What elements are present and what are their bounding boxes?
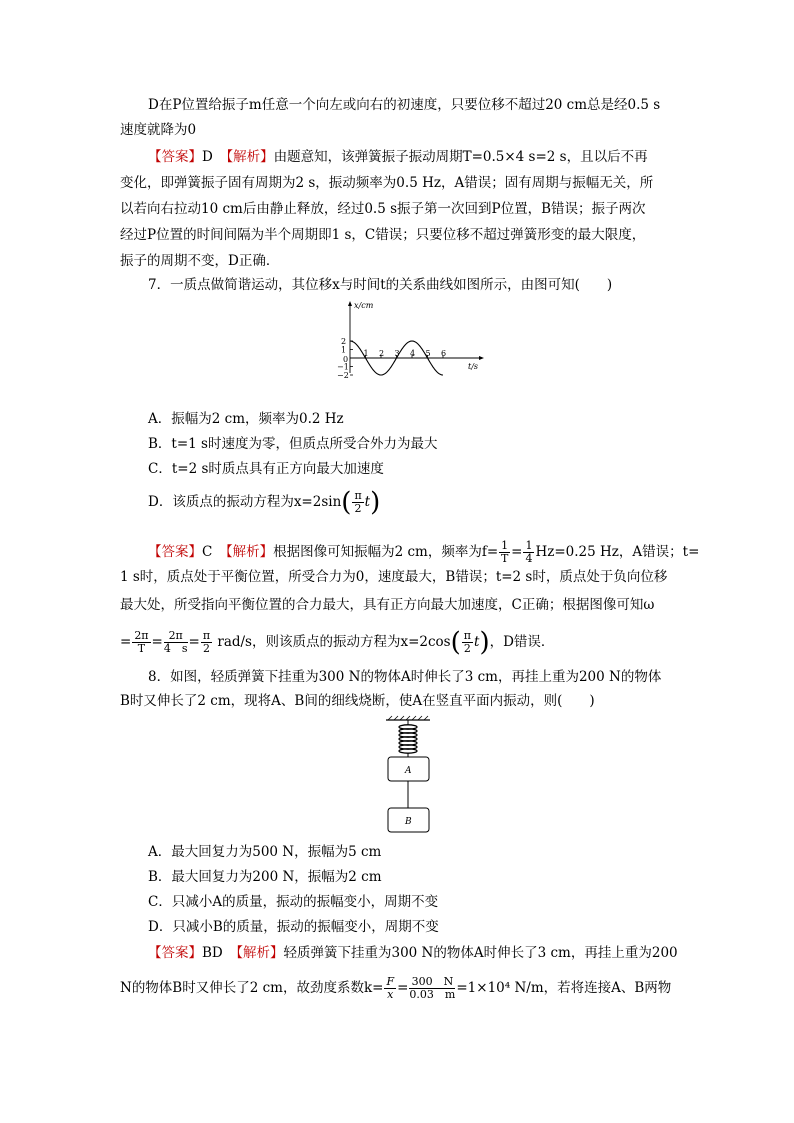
analysis-tag: 【解析】 <box>225 544 274 560</box>
q8-analysis-line2: N的物体B时又伸长了2 cm，故劲度系数k= $\frac{F}{x}$ = $\frac{300 N}{0.03 m}$ =1×10⁴ N/m，若将连接A、B两物 <box>120 975 672 1001</box>
fraction: $\frac{\pi}{2}$ <box>202 629 211 655</box>
q7-analysis-line2: 1 s时，质点处于平衡位置，所受合力为0，速度最大，B错误；t=2 s时，质点处于负向位移 <box>120 569 668 585</box>
fraction: $\frac{F}{x}$ <box>386 975 395 1001</box>
q6-analysis-line4: 经过P位置的时间间隔为半个周期即1 s，C错误；只要位移不超过弹簧形变的最大限度， <box>120 227 646 243</box>
spring <box>399 725 417 753</box>
y-tick-label: 2 <box>341 337 347 346</box>
x-axis-label: t/s <box>468 362 479 371</box>
answer-tag: 【答案】 <box>148 945 202 961</box>
fraction: $\frac{1}{T}$ <box>500 539 509 565</box>
analysis-tag: 【解析】 <box>226 149 274 165</box>
q8-option-c: C．只减小A的质量，振动的振幅变小，周期不变 <box>148 894 439 910</box>
fraction: $\frac{300 N}{0.03 m}$ <box>409 975 456 1001</box>
q6-option-d-line1: D在P位置给振子m任意一个向左或向右的初速度，只要位移不超过20 cm总是经0.5 s <box>148 97 661 113</box>
q8-answer-line: 【答案】BD 【解析】轻质弹簧下挂重为300 N的物体A时伸长了3 cm，再挂上重为200 <box>148 945 678 961</box>
q7-answer-line: 【答案】C 【解析】根据图像可知振幅为2 cm，频率为f= $\frac{1}{T}$ = $\frac{1}{4}$ Hz=0.25 Hz，A错误；t= <box>148 539 700 565</box>
origin-label: 0 <box>343 355 349 364</box>
block-a-label: A <box>405 766 412 776</box>
y-axis-label: x/cm <box>354 301 374 310</box>
fraction: $\frac{2\pi}{T}$ <box>134 629 149 655</box>
x-tick-label: 3 <box>394 349 400 358</box>
q6-option-d-line2: 速度就降为0 <box>120 122 197 138</box>
fraction: $\frac{\pi}{2}$ <box>354 489 362 515</box>
answer-value: BD <box>202 945 223 961</box>
q8-option-d: D．只减小B的质量，振动的振幅变小，周期不变 <box>148 919 439 935</box>
q7-analysis-line4: = $\frac{2\pi}{T}$ = $\frac{2\pi}{4 s}$ = $\frac{\pi}{2}$ rad/s，则该质点的振动方程为x=2cos( $\frac{\pi}{2}$ t)，D错误． <box>120 627 555 658</box>
q7-option-c: C．t=2 s时质点具有正方向最大加速度 <box>148 461 384 477</box>
analysis-tag: 【解析】 <box>236 945 284 961</box>
q8-stem-line2: B时又伸长了2 cm，现将A、B间的细线烧断，使A在竖直平面内振动，则( ) <box>120 693 595 709</box>
y-tick-label: −1 <box>337 362 349 372</box>
q6-answer-line <box>148 148 648 166</box>
block-b-label: B <box>405 817 412 827</box>
q6-analysis-line2: 变化，即弹簧振子固有周期为2 s，振动频率为0.5 Hz，A错误；固有周期与振幅无关，所 <box>120 175 654 191</box>
answer-tag: 【答案】 <box>148 544 202 560</box>
x-tick-label: 1 <box>363 349 369 358</box>
fraction: $\frac{2\pi}{4 s}$ <box>163 629 188 655</box>
fraction: $\frac{1}{4}$ <box>525 539 533 565</box>
answer-tag: 【答案】 <box>148 149 202 165</box>
q8-stem-line1: 8．如图，轻质弹簧下挂重为300 N的物体A时伸长了3 cm，再挂上重为200 N的物体 <box>148 669 662 685</box>
q6-analysis-line3: 以若向右拉动10 cm后由静止释放，经过0.5 s振子第一次回到P位置，B错误；振子两次 <box>120 201 646 217</box>
q8-spring-diagram <box>378 716 438 836</box>
x-tick-label: 5 <box>425 349 431 358</box>
q8-option-b: B．最大回复力为200 N，振幅为2 cm <box>148 869 382 885</box>
q7-stem: 7．一质点做简谐运动，其位移x与时间t的关系曲线如图所示，由图可知( ) <box>148 277 613 293</box>
q7-option-d: D．该质点的振动方程为x=2sin( $\frac{\pi}{2}$ t) <box>148 487 381 518</box>
x-tick-label: 2 <box>379 349 385 358</box>
q8-option-a: A．最大回复力为500 N，振幅为5 cm <box>148 844 382 860</box>
x-tick-label: 6 <box>441 349 447 358</box>
q6-analysis-line5: 振子的周期不变，D正确． <box>120 253 280 269</box>
analysis-text: 由题意知，该弹簧振子振动周期T=0.5×4 s=2 s，且以后不再 <box>273 149 648 165</box>
x-tick-label: 4 <box>410 349 416 358</box>
y-tick-label: −2 <box>337 371 349 380</box>
answer-value: C <box>202 544 213 560</box>
q7-option-b: B．t=1 s时速度为零，但质点所受合外力为最大 <box>148 436 438 452</box>
y-tick-label: 1 <box>341 345 347 355</box>
answer-value: D <box>202 149 213 165</box>
q7-option-a: A．振幅为2 cm，频率为0.2 Hz <box>148 411 344 427</box>
q7-displacement-time-graph <box>336 300 486 380</box>
fraction: $\frac{\pi}{2}$ <box>463 629 472 655</box>
q7-analysis-line3: 最大处，所受指向平衡位置的合力最大，具有正方向最大加速度，C正确；根据图像可知ω <box>120 597 655 613</box>
